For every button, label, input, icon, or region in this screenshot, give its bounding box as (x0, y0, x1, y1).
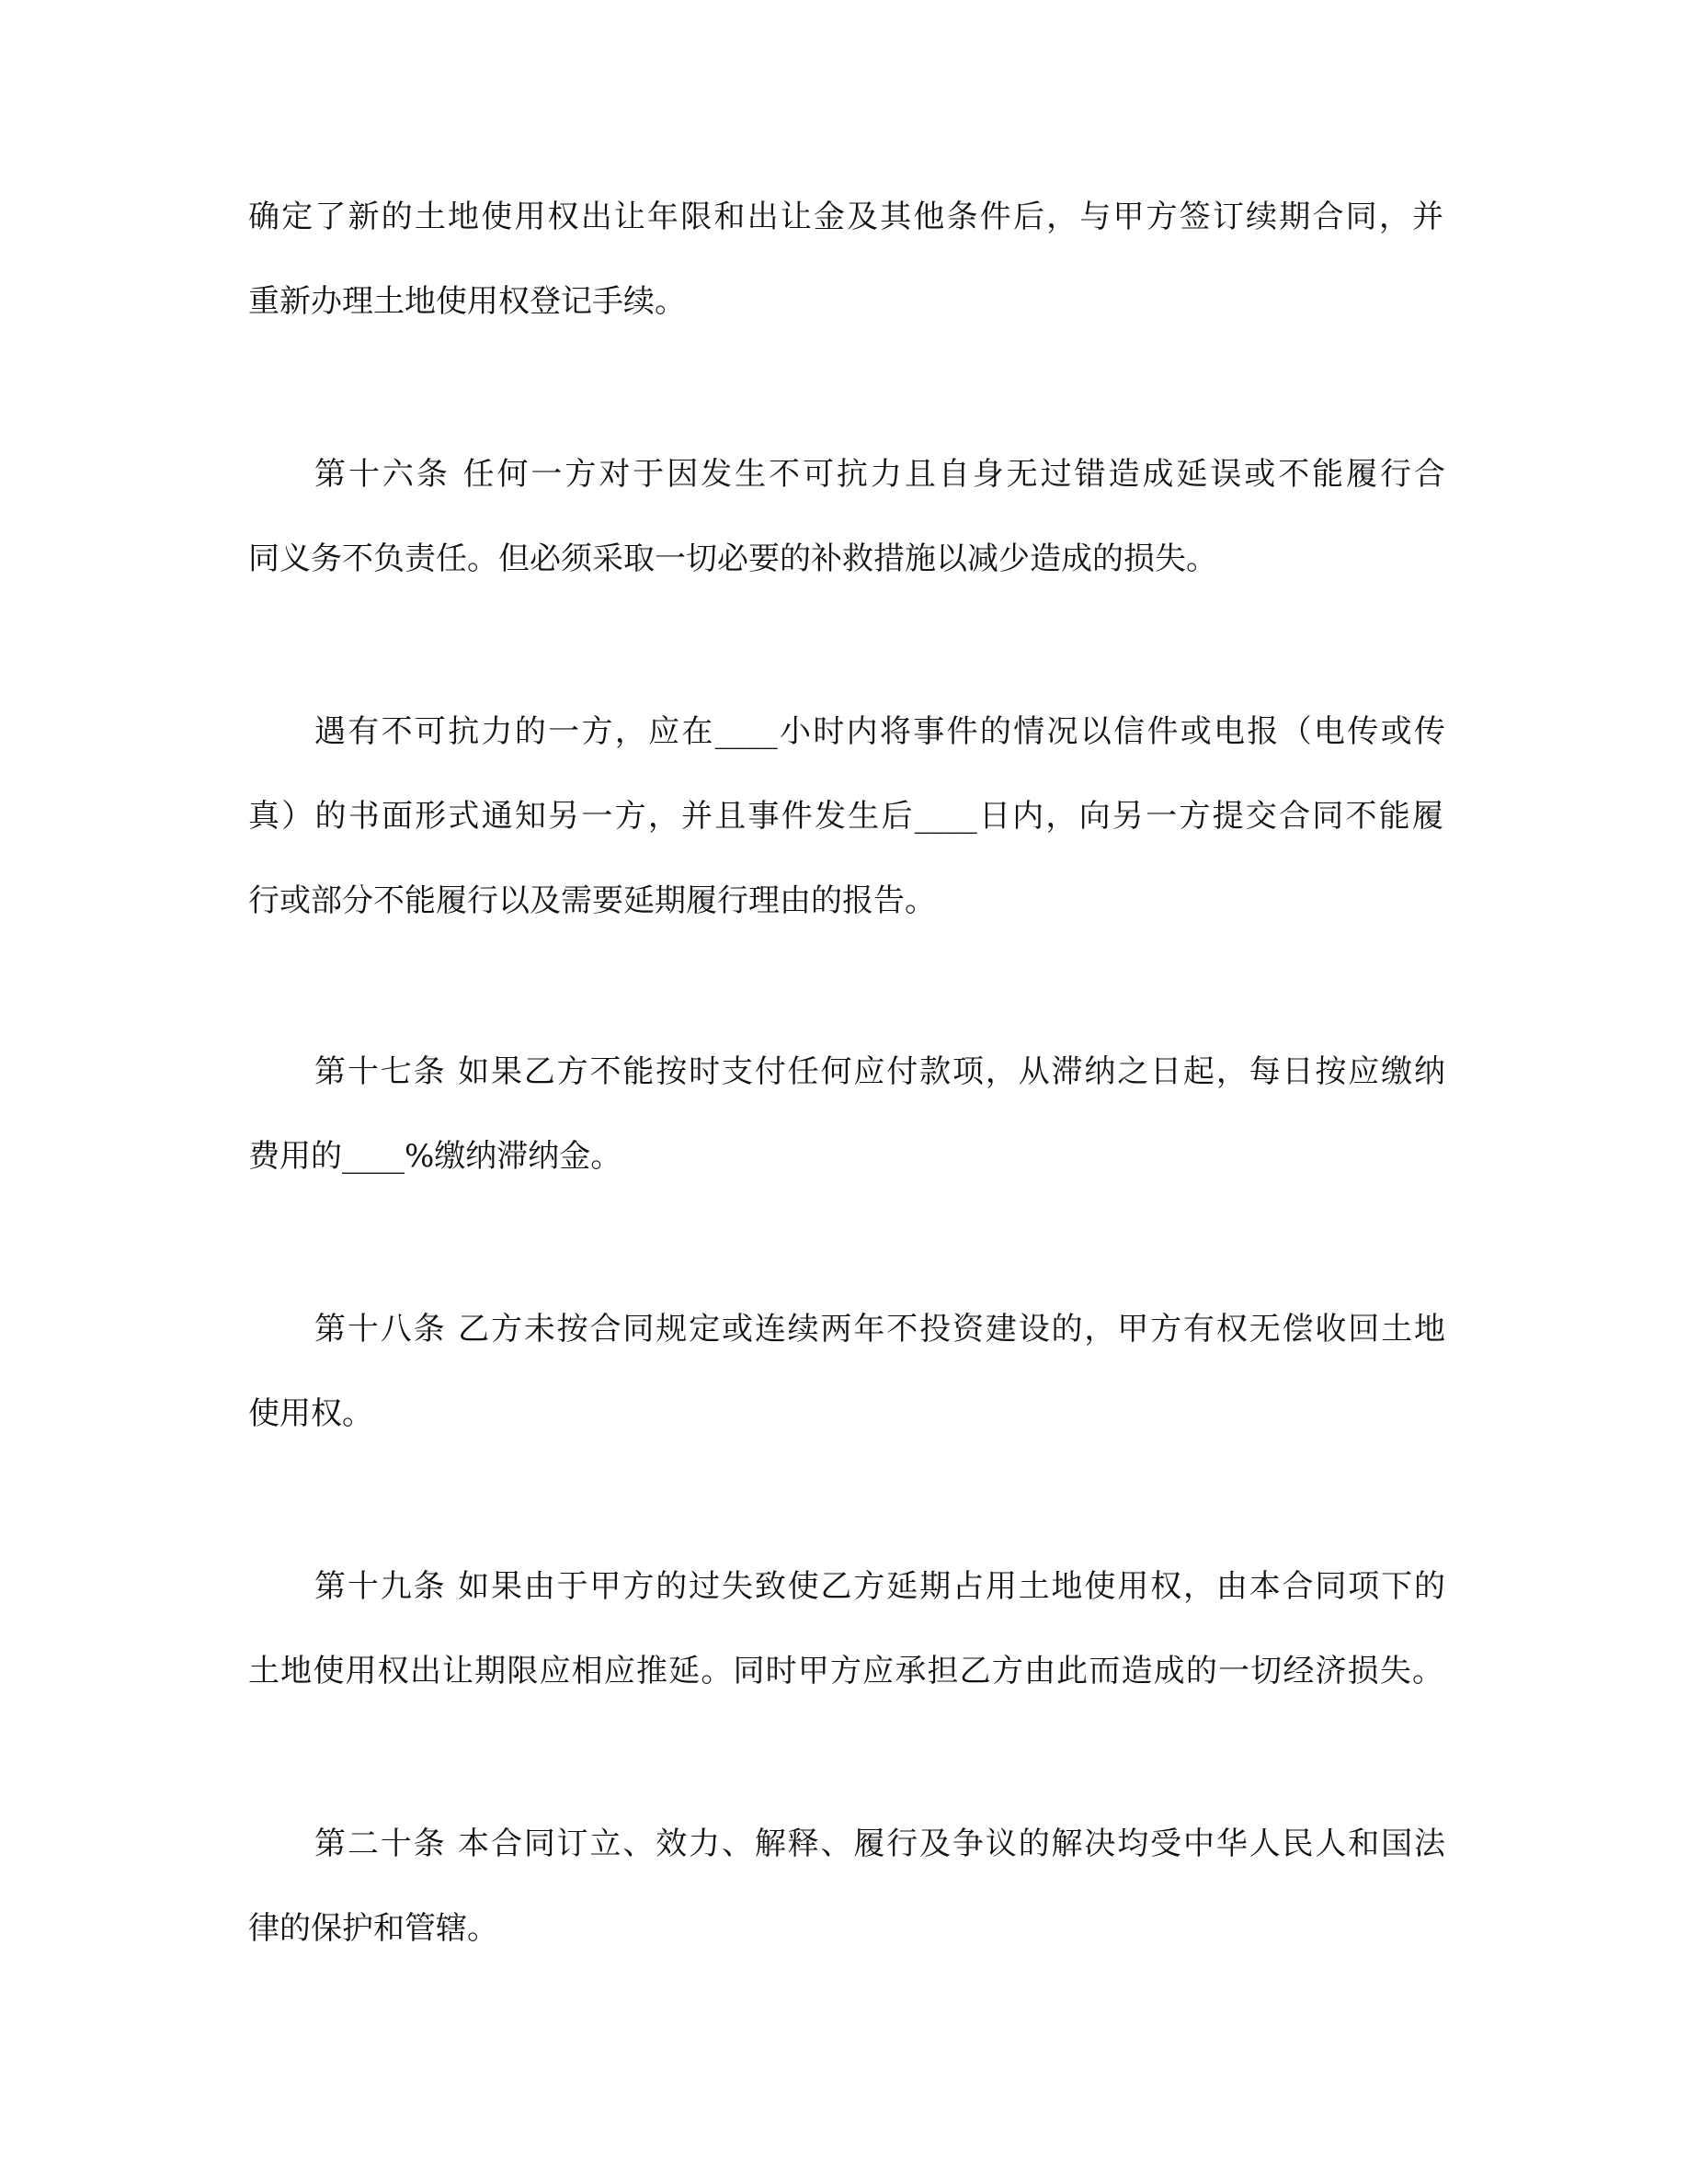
text-line: 第十九条 如果由于甲方的过失致使乙方延期占用土地使用权，由本合同项下的 (314, 1568, 1445, 1605)
text-line: 土地使用权出让期限应相应推延。同时甲方应承担乙方由此而造成的一切经济损失。 (248, 1653, 1443, 1689)
text-line: 遇有不可抗力的一方，应在____小时内将事件的情况以信件或电报（电传或传 (314, 713, 1445, 750)
text-line: 第二十条 本合同订立、效力、解释、履行及争议的解决均受中华人民人和国法 (314, 1826, 1445, 1862)
text-line: 费用的____%缴纳滞纳金。 (248, 1138, 622, 1175)
text-line: 同义务不负责任。但必须采取一切必要的补救措施以减少造成的损失。 (248, 540, 1217, 577)
text-line: 第十八条 乙方未按合同规定或连续两年不投资建设的，甲方有权无偿收回土地 (314, 1311, 1445, 1348)
text-line: 律的保护和管辖。 (248, 1910, 498, 1947)
text-line: 第十六条 任何一方对于因发生不可抗力且自身无过错造成延误或不能履行合 (314, 456, 1445, 493)
text-line: 使用权。 (248, 1395, 373, 1432)
text-line: 第十七条 如果乙方不能按时支付任何应付款项，从滞纳之日起，每日按应缴纳 (314, 1053, 1445, 1090)
text-line: 真）的书面形式通知另一方，并且事件发生后____日内，向另一方提交合同不能履 (248, 798, 1443, 835)
text-line: 重新办理土地使用权登记手续。 (248, 283, 686, 320)
text-line: 行或部分不能履行以及需要延期履行理由的报告。 (248, 882, 936, 919)
text-line: 确定了新的土地使用权出让年限和出让金及其他条件后，与甲方签订续期合同，并 (248, 199, 1443, 235)
